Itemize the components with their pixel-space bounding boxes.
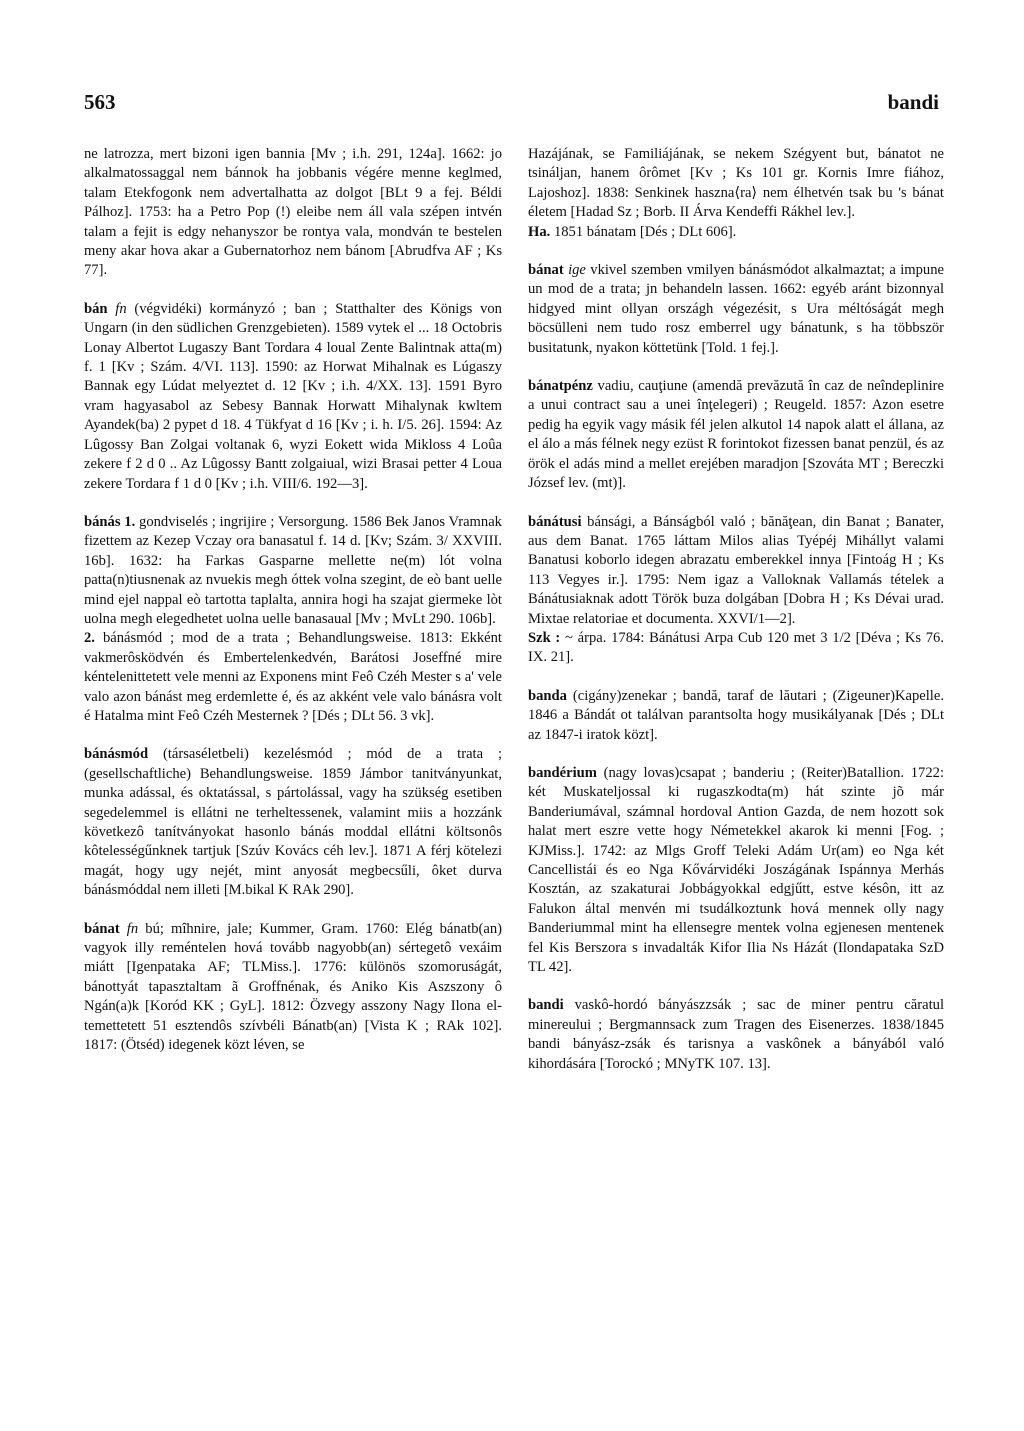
entry-headword: bandérium	[528, 764, 597, 781]
entry-text: (társaséletbeli) kezelésmód ; mód de a trata ; (gesellschaftliche) Behandlungsweise. 1859 Jámbor tanitványunkat, munka adással, és oktatással, s pártolással, vagy ha szükség esetiben segedelemmel is ellátni ne terheltessenek, valamint miis a hozzánk következô tanítványokat hasonlo bánás moddal ellátni költsonôs kôtelességűnknek tartjuk [Szúv Kovács céh lev.]. 1871 A férj kötelezi magát, hogy ugy nejét, mint anyosát megbecsűli, ôket durva bánásmóddal nem illeti [M.bikal K RAk 290].	[84, 746, 502, 899]
entry-banatusi	[528, 513, 944, 668]
entry-sub-text: 1851 bánatam [Dés ; DLt 606].	[553, 223, 737, 240]
entry-text: (végvidéki) kormányzó ; ban ; Statthalter des Königs von Ungarn (in den südlichen Grenzgebieten). 1589 vytek el ... 18 Octobris Lonay Albertot Lugaszy Bant Tordara 4 loual Zente Balintnak atta(m) f. 1 [Kv ; Szám. 4/VI. 113]. 1590: az Horwat Mihalnak es Lúgaszy Bannak egy Lúdat melyeztet d. 12 [Kv ; i.h. 4/XX. 13]. 1591 Byro vram hagyasabol az Sebesy Bannak Horwatt Mihalynak kwltem Ayandek(ba) 2 pypet d 18. 4 Tükfyat d 16 [Kv ; i. h. I/5. 26]. 1594: Az Lûgossy Ban Zolgai voltanak 6, wyzi Eokett wida Mikloss 4 Loûa zekere f 2 d 0 .. Az Lûgossy Bantt zolgaiual, wizi Brasai petter 4 Loua zekere Tordara f 1 d 0 [Kv ; i.h. VIII/6. 192—3].	[84, 300, 502, 492]
right-column	[528, 145, 944, 1093]
entry-text: vkivel szemben vmilyen bánásmódot alkalmaztat; a impune un mod de a trata; jn behandeln lassen. 1662: egyéb aránt bizonnyal hidgyed mint ollyan országh végezésit, s Ura méltóságát megh böcsülleni nem tudo rosz emberrel ugy bánatunk, s ha többször busitatunk, nyakon köttetünk [Told. 1 fej.].	[528, 262, 944, 356]
entry-sub-text: ~ árpa. 1784: Bánátusi Arpa Cub 120 met 3 1/2 [Déva ; Ks 76. IX. 21].	[528, 629, 944, 666]
entry-pos: fn	[126, 920, 139, 937]
entry-banat-ige	[528, 261, 944, 358]
entry-sub-label: 2.	[84, 630, 95, 647]
entry-continuation	[84, 145, 502, 281]
entry-text: ne latrozza, mert bizoni igen bannia [Mv ; i.h. 291, 124a]. 1662: jo alkalmatossaggal nem bánnok ha jobbanis végére menne keglmed, talam Etekfogonk nem advertalhatta az dolgot [BLt 9 a fej. Béldi Pálhoz]. 1753: ha a Petro Pop (!) eleibe nem áll vala szépen intvén talam a fejit is edgy nehanyszor be rontya vala, mondván te bestelen meny akar hova akar a Gubernatorhoz nem bánom [Abrudfva AF ; Ks 77].	[84, 146, 502, 279]
entry-text: (cigány)zenekar ; bandă, taraf de lăutari ; (Zigeuner)Kapelle. 1846 a Bándát ot találvan parantsolta hogy musikályanak [Dés ; DLt az 1847-i iratok közt].	[528, 687, 944, 743]
page-number: 563	[84, 90, 116, 114]
entry-sub-label: Ha.	[528, 223, 551, 240]
entry-text: vaskô-hordó bányászzsák ; sac de miner pentru căratul minereului ; Bergmannsack zum Tragen des Eisenerzes. 1838/1845 bandi bányász-zsák és tarisnya a vaskônek a bányából való kihordására [Torockó ; MNyTK 107. 13].	[528, 997, 944, 1072]
entry-banasmod	[84, 745, 502, 900]
entry-pos: ige	[568, 262, 586, 279]
entry-headword: bán	[84, 300, 108, 317]
entry-banas	[84, 513, 502, 726]
entry-headword: bánátusi	[528, 513, 582, 530]
entry-text: bánsági, a Bánságból való ; bănăţean, din Banat ; Banater, aus dem Banat. 1765 láttam Milos alias Tyépéj Mihállyt valami Banatusi koborlo idegen abrazatu emberekkel innya [Fintoág H ; Ks 113 Vegyes ir.]. 1795: Nem igaz a Valloknak Vallamás tételek a Bánátusiaknak adott Török buza dolgában [Dobra H ; Ks Dévai urad. Mixtae relatoriae et documenta. XXVI/1—2].	[528, 513, 944, 627]
entry-bandi	[528, 996, 944, 1074]
entry-headword: bánat	[528, 262, 564, 279]
entry-banatpenz	[528, 377, 944, 493]
entry-sub-label: Szk :	[528, 629, 561, 646]
entry-headword: bánatpénz	[528, 378, 593, 395]
entry-text: (nagy lovas)csapat ; banderiu ; (Reiter)Batallion. 1722: két Muskateljossal ki rugaszkodta(m) hát szinte jõ már Banderiumával, számnal hordoval Antion Gazda, de nem hozott sok halat mert eszre vette hogy Németekkel akarok ki menni [Fog. ; KJMiss.]. 1742: az Mlgs Groff Teleki Adám Ur(am) eo Nga két Cancellistái és eo Nga Kővárvidéki Joszágának Ispánnya Merhás Kosztán, az szakaturai Jobbágyokkal edgjűtt, estve késôn, itt az Falukon által menvén mi tsudálkoztunk hová mennek olly nagy Banderiummal mint ha ellensegre mentek volna egjenesen mentenek fel Kis Berszora s invadalták Kifor Ilia Ns Házát (Ilondapataka SzD TL 42].	[528, 764, 944, 976]
left-column	[84, 145, 502, 1074]
running-headword: bandi	[887, 90, 939, 114]
entry-ban	[84, 300, 502, 494]
entry-headword: bandi	[528, 997, 564, 1014]
entry-pos: fn	[115, 300, 127, 317]
entry-continuation	[528, 145, 944, 242]
entry-text: vadiu, cauţiune (amendă prevăzută în caz de neîndeplinire a unui contract sau a unei înţelegeri) ; Reugeld. 1857: Azon esetre pedig ha egyik vagy másik fél jelen alkutol 14 napok alatt el állana, az el álo a más félnek negy ezüst R forintokot fizessen banat penzül, és az örök el adás mind a mellet erejében maradjon [Szováta MT ; Bereczki József lev. (mt)].	[528, 378, 944, 492]
entry-banda	[528, 687, 944, 745]
entry-headword: bánásmód	[84, 746, 149, 763]
entry-sub-text: bánásmód ; mod de a trata ; Behandlungsweise. 1813: Ekként vakmerôsködvén és Embertelenkedvén, Barátosi Joseffné mire kéntelenittetett vele menni az Exponens mint Feô Czéh Mester s a' vele valo azon bánást meg erdemlette é, és az akként vele valo bánásra volt é Hatalma mint Feô Czéh Mesternek ? [Dés ; DLt 56. 3 vk].	[84, 630, 502, 724]
entry-headword: banda	[528, 687, 567, 704]
entry-text: Hazájának, se Familiájának, se nekem Szégyent but, bánatot ne tsinálјan, hanem ôrômet [Kv ; Ks 101 gr. Kornis Imre fiához, Lajoshoz]. 1838: Senkinek haszna⟨ra⟩ nem élhetvén tsak bu 's bánat életem [Hadad Sz ; Borb. II Árva Kendeffi Rákhel lev.].	[528, 146, 944, 221]
entry-headword: bánat	[84, 920, 120, 937]
entry-text: bú; mîhnire, jale; Kummer, Gram. 1760: Elég bánatb(an) vagyok illy reméntelen hová tovább nagyobb(an) sértegetô vexáim miátt [Igenpataka AF; TLMiss.]. 1776: különös szomoruságát, bánottyát tapasztaltam ã Groffnénak, és Aniko Kis Aszszony ô Ngán(a)k [Koród KK ; GyL]. 1812: Özvegy asszony Nagy Ilona el-temettetett 51 esztendôs szívbéli Bánatb(an) [Vista K ; RAk 102]. 1817: (Ötséd) idegenek közt léven, se	[84, 920, 502, 1054]
entry-banderium	[528, 764, 944, 977]
entry-text: gondviselés ; ingrijire ; Versorgung. 1586 Bek Janos Vramnak fizettem az Kezep Vczay ora banasatul f. 14 d. [Kv; Szám. 3/ XXVIII. 16b]. 1632: ha Farkas Gasparne mellette ne(m) lót volna patta(n)tiusnenak az nvuekis megh óttek volna szegint, de eò bant uelle mind ejel nappal eò tartotta taplalta, annira hogi ha szajat giermeke lòt uolna megh elegedhetet uolna uelle banasaual [Mv ; MvLt 290. 106b].	[84, 513, 502, 627]
entry-headword: bánás 1.	[84, 513, 136, 530]
entry-banat-fn	[84, 920, 502, 1056]
